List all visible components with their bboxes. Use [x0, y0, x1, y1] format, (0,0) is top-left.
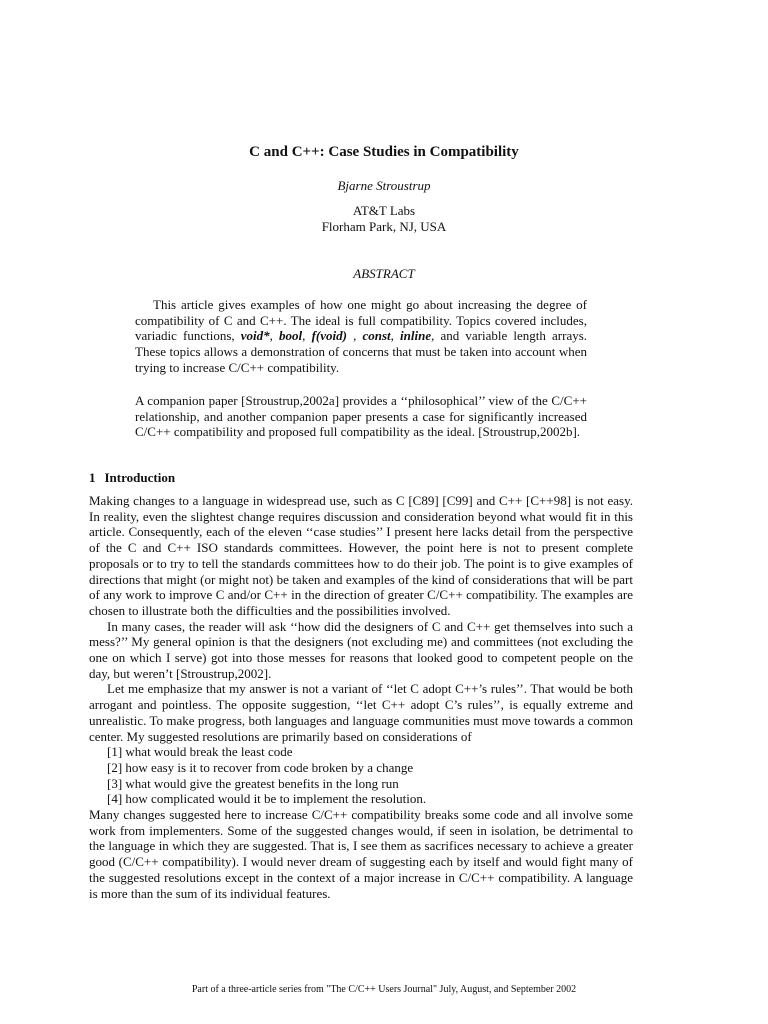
body-paragraph: In many cases, the reader will ask ‘‘how did the designers of C and C++ get themselves into such a mess?’’ My general opinion is that the designers (not excluding me) and committees (not excluding the one on which I serve) got into those messes for reasons that looked good to competent people on the day, but weren’t [Stroustrup,2002]. — [89, 618, 633, 681]
body-paragraph: Let me emphasize that my answer is not a variant of ‘‘let C adopt C++’s rules’’. That would be both arrogant and pointless. The opposite suggestion, ‘‘let C++ adopt C’s rules’’, is equally extreme and unrealistic. To make progress, both languages and language communities must move towards a common center. My suggested resolutions are primarily based on considerations of — [89, 681, 633, 744]
abstract-heading: ABSTRACT — [353, 266, 415, 281]
keyword-f-void: f(void) — [311, 328, 347, 344]
abstract-separator: , — [269, 328, 280, 344]
abstract-paragraph-2 — [135, 393, 587, 440]
considerations-list — [89, 744, 633, 807]
keyword-void-ptr: void* — [240, 328, 270, 344]
section-number: 1 — [89, 470, 96, 485]
author-name: Bjarne Stroustrup — [337, 178, 431, 193]
abstract-separator: , — [346, 328, 363, 344]
list-item: [4] how complicated would it be to implement the resolution. — [107, 791, 427, 807]
abstract-separator: , — [390, 328, 401, 344]
section-body — [89, 493, 633, 901]
list-item: [2] how easy is it to recover from code broken by a change — [107, 759, 414, 775]
list-item: [1] what would break the least code — [107, 744, 293, 760]
abstract-separator: , — [302, 328, 312, 344]
keyword-inline: inline — [400, 328, 432, 344]
keyword-bool: bool — [279, 328, 303, 344]
abstract-text: , and variable length arrays. These topics allows a demonstration of concerns that must be taken into account when trying to increase C/C++ compatibility. — [135, 328, 588, 375]
body-paragraph: Many changes suggested here to increase C/C++ compatibility breaks some code and all involve some work from implementers. Some of the suggested changes would, if seen in isolation, be detrimental to the language in which they are suggested. That is, I see them as sacrifices necessary to achieve a greater good (C/C++ compatibility). I would never dream of suggesting each by itself and would fight many of the suggested resolutions except in the context of a major increase in C/C++ compatibility. A language is more than the sum of its individual features. — [89, 807, 633, 901]
abstract-paragraph-1 — [135, 297, 587, 376]
section-title: Introduction — [104, 470, 176, 485]
section-heading — [89, 470, 175, 486]
affiliation-location: Florham Park, NJ, USA — [321, 219, 447, 234]
list-item: [3] what would give the greatest benefits in the long run — [107, 775, 399, 791]
paper-title: C and C++: Case Studies in Compatibility — [249, 144, 519, 160]
footer-note: Part of a three-article series from "The C/C++ Users Journal" July, August, and September 2002 — [191, 984, 577, 995]
body-paragraph: Making changes to a language in widespread use, such as C [C89] [C99] and C++ [C++98] is not easy. In reality, even the slightest change requires discussion and consideration beyond what would fit in this article. Consequently, each of the eleven ‘‘case studies’’ I present here lacks detail from the perspective of the C and C++ ISO standards committees. However, the point here is not to present complete proposals or to try to tell the standards committees how to do their job. The point is to give examples of directions that might (or might not) be taken and examples of the kind of considerations that will be part of any work to improve C and/or C++ in the direction of greater C/C++ compatibility. The examples are chosen to illustrate both the difficulties and the possibilities involved. — [89, 493, 633, 618]
keyword-const: const — [362, 328, 391, 344]
affiliation-org: AT&T Labs — [352, 203, 416, 218]
abstract-text: A companion paper [Stroustrup,2002a] provides a ‘‘philosophical’’ view of the C/C++ relationship, and another companion paper presents a case for significantly increased C/C++ compatibility and proposed full compatibility as the ideal. [Stroustrup,2002b]. — [135, 393, 587, 440]
affiliation — [0, 203, 768, 235]
abstract-text: This article gives examples of how one might go about increasing the degree of compatibility of C and C++. The ideal is full compatibility. Topics covered includes, variadic functions, — [135, 297, 587, 344]
